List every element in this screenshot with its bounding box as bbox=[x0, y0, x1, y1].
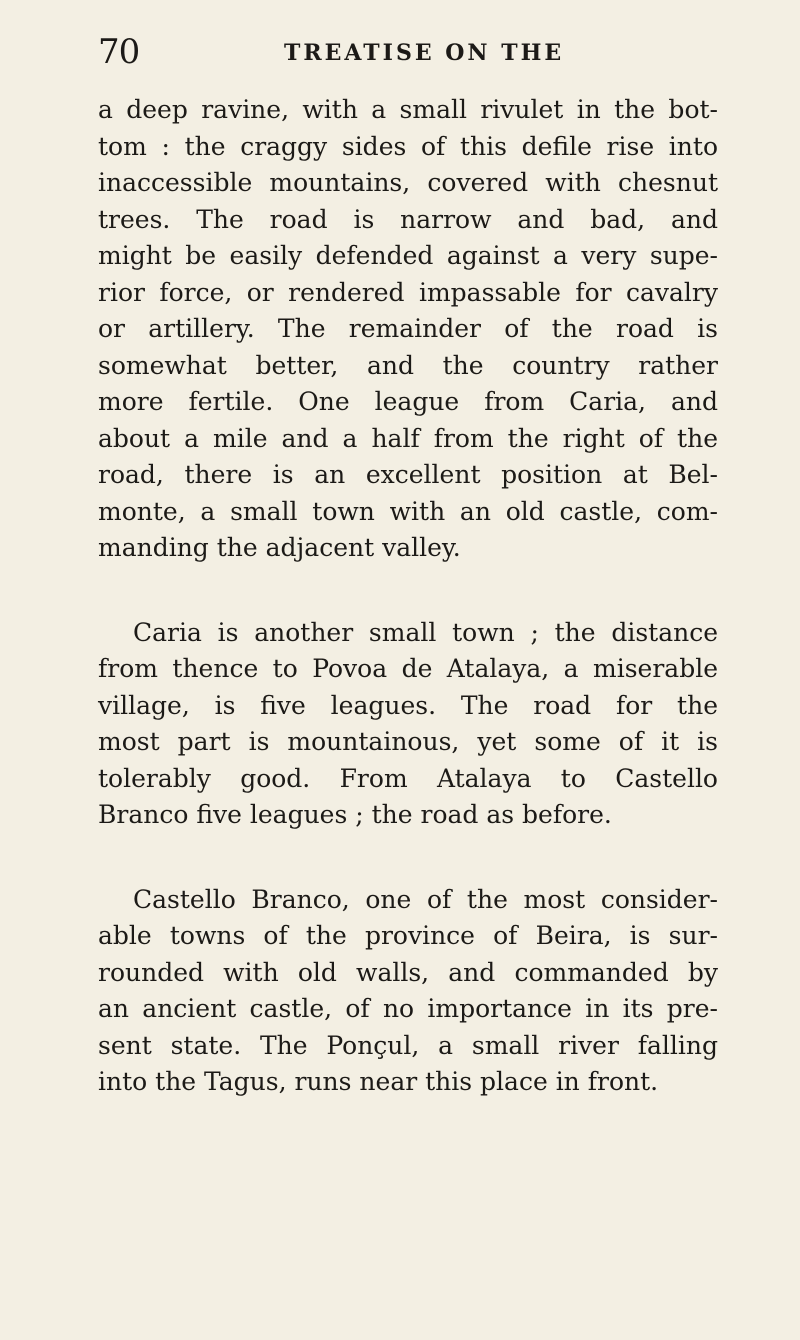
text-line: about a mile and a half from the right of the bbox=[98, 423, 718, 453]
paragraph-3 bbox=[98, 882, 718, 1101]
text-line: rounded with old walls, and commanded by bbox=[98, 957, 718, 987]
text-line: an ancient castle, of no importance in its pre- bbox=[98, 994, 718, 1023]
text-line: from thence to Povoa de Atalaya, a miserable bbox=[98, 654, 718, 683]
text-line: might be easily defended against a very supe- bbox=[98, 241, 718, 270]
text-line: most part is mountainous, yet some of it is bbox=[98, 727, 718, 756]
text-line: tolerably good. From Atalaya to Castello bbox=[98, 763, 718, 793]
text-line: tom : the craggy sides of this defile rise into bbox=[98, 131, 718, 161]
text-line: somewhat better, and the country rather bbox=[98, 350, 718, 380]
paragraph-gap bbox=[98, 567, 718, 615]
text-line: road, there is an excellent position at Bel- bbox=[98, 460, 718, 489]
text-body bbox=[98, 92, 718, 1101]
page-header bbox=[0, 32, 800, 72]
text-line: able towns of the province of Beira, is sur- bbox=[98, 921, 718, 950]
paragraph-1 bbox=[98, 92, 718, 567]
text-line: more fertile. One league from Caria, and bbox=[98, 387, 718, 416]
text-line: manding the adjacent valley. bbox=[98, 533, 461, 562]
text-line: into the Tagus, runs near this place in front. bbox=[98, 1067, 659, 1096]
page-number: 70 bbox=[98, 32, 140, 72]
text-line: a deep ravine, with a small rivulet in the bot- bbox=[98, 95, 718, 124]
paragraph-gap bbox=[98, 834, 718, 882]
text-line: rior force, or rendered impassable for cavalry bbox=[98, 277, 718, 307]
text-line: sent state. The Ponçul, a small river falling bbox=[98, 1030, 718, 1060]
running-head: TREATISE ON THE bbox=[284, 40, 565, 66]
text-line: or artillery. The remainder of the road is bbox=[98, 314, 718, 343]
text-line: Branco five leagues ; the road as before. bbox=[98, 800, 612, 829]
text-line: village, is five leagues. The road for the bbox=[98, 690, 718, 720]
text-line: Caria is another small town ; the distance bbox=[133, 617, 718, 647]
text-line: monte, a small town with an old castle, com- bbox=[98, 496, 718, 526]
text-line: trees. The road is narrow and bad, and bbox=[98, 204, 718, 234]
text-line: inaccessible mountains, covered with chesnut bbox=[98, 168, 718, 197]
text-line: Castello Branco, one of the most consider- bbox=[133, 884, 718, 914]
paragraph-2 bbox=[98, 615, 718, 834]
